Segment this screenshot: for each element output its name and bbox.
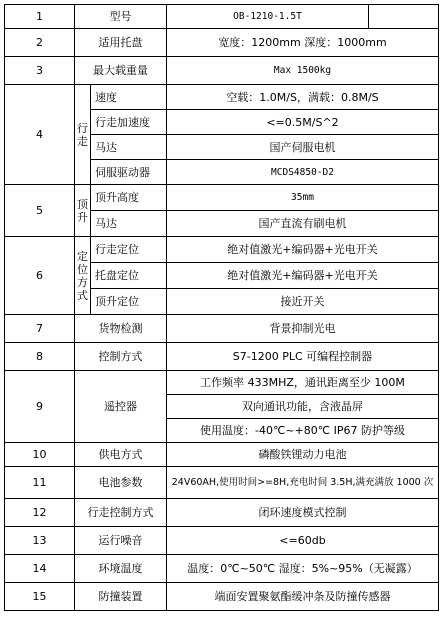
row-number: 2 [5,29,75,57]
row-label: 运行噪音 [75,527,167,555]
row-number: 11 [5,467,75,499]
table-row [5,29,439,57]
row-label: 供电方式 [75,443,167,467]
sub-label: 行走加速度 [91,110,167,135]
group-label: 顶升 [75,185,91,237]
row-number: 13 [5,527,75,555]
sub-label: 马达 [91,211,167,237]
row-value: 绝对值激光+编码器+光电开关 [167,263,439,289]
sub-label: 托盘定位 [91,263,167,289]
row-value: 温度：0℃~50℃ 湿度：5%~95%（无凝露） [167,555,439,583]
row-label: 型号 [75,5,167,29]
row-number: 5 [5,185,75,237]
blank-cell [369,5,439,29]
table-row [5,5,439,29]
row-number: 14 [5,555,75,583]
row-value: 双向通讯功能，含液晶屏 [167,395,439,419]
row-label: 遥控器 [75,371,167,443]
row-value: 35mm [167,185,439,211]
sub-label: 马达 [91,135,167,160]
row-value: OB-1210-1.5T [167,5,369,29]
row-label: 最大载重量 [75,57,167,85]
row-label: 适用托盘 [75,29,167,57]
row-label: 防撞装置 [75,583,167,611]
row-value: 工作频率 433MHZ，通讯距离至少 100M [167,371,439,395]
group-label: 行走 [75,85,91,185]
table-row [5,527,439,555]
row-value: 背景抑制光电 [167,315,439,343]
row-number: 1 [5,5,75,29]
row-number: 4 [5,85,75,185]
row-value: <=0.5M/S^2 [167,110,439,135]
sub-label: 行走定位 [91,237,167,263]
table-row [5,371,439,395]
row-value: Max 1500kg [167,57,439,85]
sub-label: 速度 [91,85,167,110]
table-row [5,85,439,110]
row-value: 磷酸铁锂动力电池 [167,443,439,467]
row-label: 控制方式 [75,343,167,371]
row-number: 12 [5,499,75,527]
row-number: 8 [5,343,75,371]
row-value: MCDS4850-D2 [167,160,439,185]
row-value: 接近开关 [167,289,439,315]
table-row [5,443,439,467]
row-number: 6 [5,237,75,315]
row-value: 国产直流有刷电机 [167,211,439,237]
row-number: 15 [5,583,75,611]
row-number: 9 [5,371,75,443]
row-value: 国产伺服电机 [167,135,439,160]
row-value: 24V60AH,使用时间>=8H,充电时间 3.5H,满充满放 1000 次 [167,467,439,499]
table-row [5,499,439,527]
row-label: 行走控制方式 [75,499,167,527]
row-value: 宽度：1200mm 深度：1000mm [167,29,439,57]
row-label: 环境温度 [75,555,167,583]
row-value: <=60db [167,527,439,555]
row-label: 货物检测 [75,315,167,343]
sub-label: 顶升高度 [91,185,167,211]
table-row [5,315,439,343]
row-number: 10 [5,443,75,467]
table-row [5,57,439,85]
row-number: 7 [5,315,75,343]
table-row [5,237,439,263]
table-row [5,185,439,211]
row-value: 端面安置聚氨酯缓冲条及防撞传感器 [167,583,439,611]
table-row [5,583,439,611]
sub-label: 伺服驱动器 [91,160,167,185]
row-number: 3 [5,57,75,85]
row-value: 闭环速度模式控制 [167,499,439,527]
spec-table [4,4,439,611]
row-value: 使用温度：-40℃~+80℃ IP67 防护等级 [167,419,439,443]
group-label: 定位方式 [75,237,91,315]
row-label: 电池参数 [75,467,167,499]
table-row [5,343,439,371]
row-value: 空载：1.0M/S，满载：0.8M/S [167,85,439,110]
table-row [5,555,439,583]
table-row [5,467,439,499]
sub-label: 顶升定位 [91,289,167,315]
row-value: S7-1200 PLC 可编程控制器 [167,343,439,371]
row-value: 绝对值激光+编码器+光电开关 [167,237,439,263]
